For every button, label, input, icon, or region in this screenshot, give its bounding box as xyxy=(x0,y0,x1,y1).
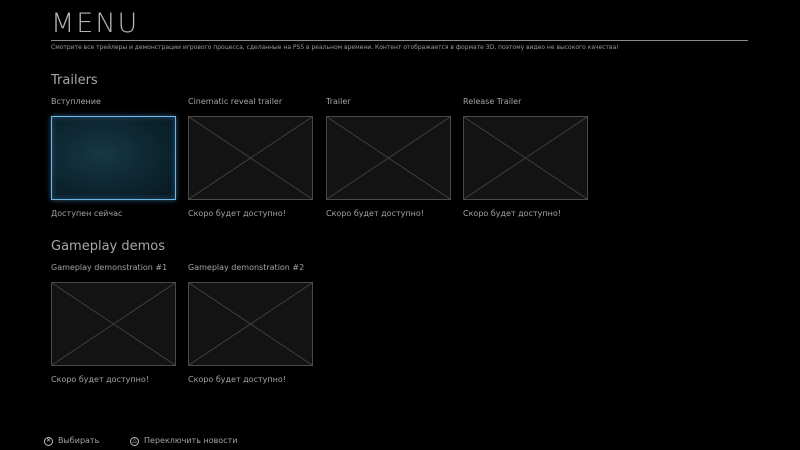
section-heading-gameplay-demos: Gameplay demos xyxy=(51,239,165,254)
availability-status: Скоро будет доступно! xyxy=(188,209,286,218)
card-title: Вступление xyxy=(51,97,101,106)
card-title: Release Trailer xyxy=(463,97,522,106)
availability-status: Скоро будет доступно! xyxy=(463,209,561,218)
placeholder-thumbnail[interactable] xyxy=(51,282,176,366)
gameplay-card-demo-1[interactable] xyxy=(51,263,177,385)
cross-button-icon: ✕ xyxy=(45,437,52,444)
card-title: Gameplay demonstration #2 xyxy=(188,263,305,272)
trailer-card-intro[interactable] xyxy=(51,97,177,219)
gameplay-card-demo-2[interactable] xyxy=(188,263,314,385)
placeholder-x-icon xyxy=(464,117,587,199)
placeholder-thumbnail[interactable] xyxy=(188,116,313,200)
page-title: MENU xyxy=(51,8,140,39)
placeholder-thumbnail[interactable] xyxy=(326,116,451,200)
placeholder-x-icon xyxy=(327,117,450,199)
video-thumbnail[interactable] xyxy=(51,116,176,200)
title-divider xyxy=(51,40,748,41)
availability-status: Скоро будет доступно! xyxy=(326,209,424,218)
card-title: Gameplay demonstration #1 xyxy=(51,263,168,272)
card-title: Trailer xyxy=(326,97,351,106)
footer-hint-toggle-news[interactable] xyxy=(130,436,237,446)
placeholder-x-icon xyxy=(189,283,312,365)
trailer-card-trailer[interactable] xyxy=(326,97,452,219)
hint-label: Выбирать xyxy=(58,436,100,445)
footer-hint-select[interactable] xyxy=(44,436,99,446)
placeholder-x-icon xyxy=(52,283,175,365)
section-heading-trailers: Trailers xyxy=(51,73,98,88)
card-title: Cinematic reveal trailer xyxy=(188,97,283,106)
availability-status: Доступен сейчас xyxy=(51,209,123,218)
page-description: Смотрите все трейлеры и демонстрации игрового процесса, сделанные на PS5 в реальном времени. Контент отображается в формате 3D, поэтому видео не высокого качества! xyxy=(51,44,619,51)
triangle-button-icon: △ xyxy=(130,437,139,446)
availability-status: Скоро будет доступно! xyxy=(188,375,286,384)
placeholder-thumbnail[interactable] xyxy=(463,116,588,200)
placeholder-x-icon xyxy=(189,117,312,199)
trailer-card-cinematic-reveal[interactable] xyxy=(188,97,314,219)
placeholder-thumbnail[interactable] xyxy=(188,282,313,366)
trailer-card-release[interactable] xyxy=(463,97,589,219)
hint-label: Переключить новости xyxy=(144,436,238,445)
availability-status: Скоро будет доступно! xyxy=(51,375,149,384)
